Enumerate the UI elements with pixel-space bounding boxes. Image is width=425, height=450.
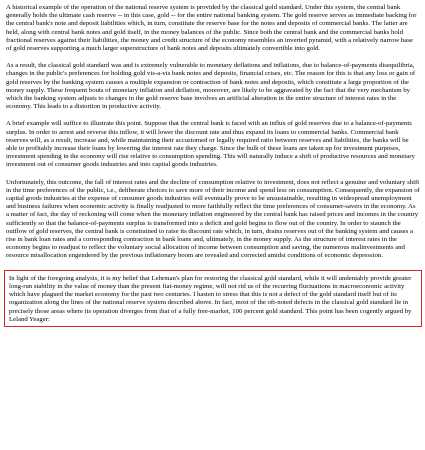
paragraph-unfortunately: Unfortunately, this outcome, the fall of interest rates and the decline of consumption relative to investment, does not reflect a genuine and voluntary shift in the time preferences of the public, i.e., deliberate choices to save more of their income and spend less on consumption. Consequently, the expansion of capital goods industries at the expense of consumer goods industries will eventually prove to be unsustainable, resulting in widespread unemployment and business failures when economic activity is finally readjusted to more faithfully reflect the time preferences of consumer-savers in the economy. As a matter of fact, the day of reckoning will come when the monetary inflation engineered by the central bank has raised prices and incomes in the country sufficiently so that the balance-of-payments surplus is transformed into a deficit and gold begins to flow out of the country. In order to staunch the outflow of gold reserves, the central bank is constrained to raise its discount rate which, in turn, drains reserves out of the banking system and causes a rise in bank loan rates and a corresponding contraction in bank loans and, ultimately, in the money supply. As the structure of interest rates in the economy begins to readjust to reflect the voluntary social allocation of income between consumption and saving, the numerous malinvestments and resource misallocation engendered by the previous inflationary boom are revealed and corrected amidst conditions of economic depression. [6,178,420,260]
document-page [6,4,420,327]
paragraph-brief-example: A brief example will suffice to illustrate this point. Suppose that the central bank is faced with an influx of gold reserves due to a balance-of-payments surplus. In order to arrest and reverse this inflow, it will lower the discount rate and thus expand its loans to commercial banks. Commercial bank reserves will, as a result, increase and, while maintaining their accustomed or legally required ratio between reserves and liabilities, the banks will be able to profitably increase their loans by lowering the interest rate they charge. Since the bulk of these loans are taken up for investment purposes, investment spending in the economy will rise relative to consumption spending. This will naturally induce a shift of productive resources and monetary investment out of consumer goods industries and into capital goods industries. [6,120,415,169]
paragraph-national-reserve-system: A historical example of the operation of the national reserve system is provided by the classical gold standard. Under this system, the central bank generally holds the ultimate cash reserve -- in this case, gold -- for the entire national banking system. The gold reserve serves as immediate backing for the central bank's note and deposit liabilities which, in turn, constitute the reserve base for the notes and deposits of commercial banks. The latter are held, along with central bank notes and gold itself, in the money balances of the public. Since both the central bank and the commercial banks hold fractional reserves against their liabilities, the money and credit structure of the economy resembles an inverted pyramid, with a relatively narrow base of gold reserves supporting a much larger superstructure of bank notes and deposits ultimately convertible into gold. [6,4,417,53]
paragraph-lehrman-plan: In light of the foregoing analysis, it is my belief that Lehrman's plan for restoring the classical gold standard, while it will undeniably provide greater long-run stability in the value of money than the present fiat-money regime, will not rid us of the recurring fluctuations in macroeconomic activity which have plagued the market economy for the past two centuries. I hasten to stress that this is not a defect of the gold standard itself but of its organization along the lines of the national reserve system described above. In fact, most of the oft-noted defects in the classical gold standard lie in precisely those areas where its operation diverges from that of a fully free-market, 100 percent gold standard. This point has been cogently argued by Leland Yeager: [9,274,412,323]
paragraph-vulnerability: As a result, the classical gold standard was and is extremely vulnerable to monetary deflations and inflations, due to balance-of-payments disequilibria, changes in the public's preferences for holding gold vis-a-vis bank notes and deposits, financial crises, etc. The reason for this is that any loss or gain of gold reserves by the banking system causes a multiple expansion or contraction of bank notes and deposits, which constitute a large proportion of the money supply. These frequent bouts of monetary inflation and deflation, moreover, are likely to be aggravated by the fact that the very mechanism by which the banking system adjusts to changes in the gold reserve base involves an artificial alteration in the entire structure of interest rates in the economy. This leads to a distortion in productive activity. [6,62,416,111]
highlighted-passage-box [4,270,422,327]
